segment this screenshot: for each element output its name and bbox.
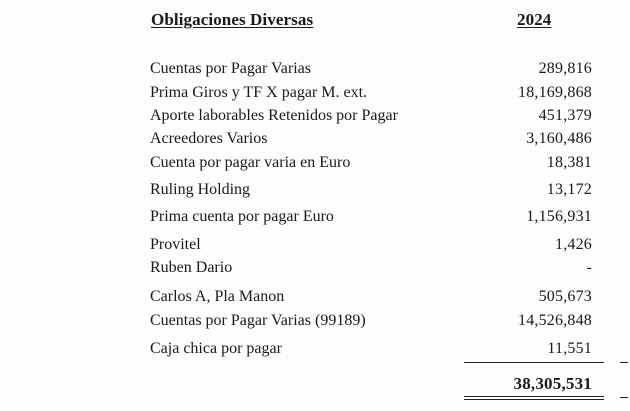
subtotal-rule <box>464 362 604 363</box>
table-row <box>0 288 630 310</box>
row-value: 1,426 <box>555 236 592 253</box>
table-row <box>0 236 630 258</box>
row-value: 11,551 <box>547 340 592 357</box>
row-value: 1,156,931 <box>526 208 592 225</box>
total-rule-top <box>464 396 604 397</box>
section-title: Obligaciones Diversas <box>151 10 314 29</box>
row-label: Ruben Dario <box>150 259 233 276</box>
row-value: 3,160,486 <box>526 130 592 147</box>
row-label: Prima Giros y TF X pagar M. ext. <box>150 84 368 101</box>
total-rule-bottom <box>464 399 604 400</box>
row-value: 14,526,848 <box>518 312 592 329</box>
total-rule-mark <box>620 397 628 398</box>
subtotal-rule-mark <box>620 362 628 363</box>
row-label: Aporte laborables Retenidos por Pagar <box>150 107 398 124</box>
table-row <box>0 130 630 152</box>
row-label: Cuentas por Pagar Varias (99189) <box>150 312 366 329</box>
row-value: 18,381 <box>546 154 592 171</box>
row-value: 451,379 <box>538 107 592 124</box>
row-label: Caja chica por pagar <box>150 340 282 357</box>
table-row <box>0 340 630 362</box>
row-label: Provitel <box>150 236 201 253</box>
table-row <box>0 312 630 334</box>
row-value: 13,172 <box>546 181 592 198</box>
row-value: 18,169,868 <box>518 84 592 101</box>
table-row <box>0 60 630 82</box>
table-row <box>0 181 630 203</box>
row-value: 505,673 <box>538 288 592 305</box>
table-row <box>0 107 630 129</box>
table-row <box>0 208 630 230</box>
row-value: 289,816 <box>538 60 592 77</box>
table-row <box>0 154 630 176</box>
row-label: Cuenta por pagar varia en Euro <box>150 154 351 171</box>
row-label: Carlos A, Pla Manon <box>150 288 285 305</box>
row-label: Acreedores Varios <box>150 130 268 147</box>
row-label: Cuentas por Pagar Varias <box>150 60 311 77</box>
table-row <box>0 259 630 281</box>
table-row <box>0 84 630 106</box>
row-label: Prima cuenta por pagar Euro <box>150 208 334 225</box>
total-value: 38,305,531 <box>513 374 592 393</box>
year-column-header: 2024 <box>517 10 552 29</box>
row-label: Ruling Holding <box>150 181 251 198</box>
row-value: - <box>586 259 592 276</box>
